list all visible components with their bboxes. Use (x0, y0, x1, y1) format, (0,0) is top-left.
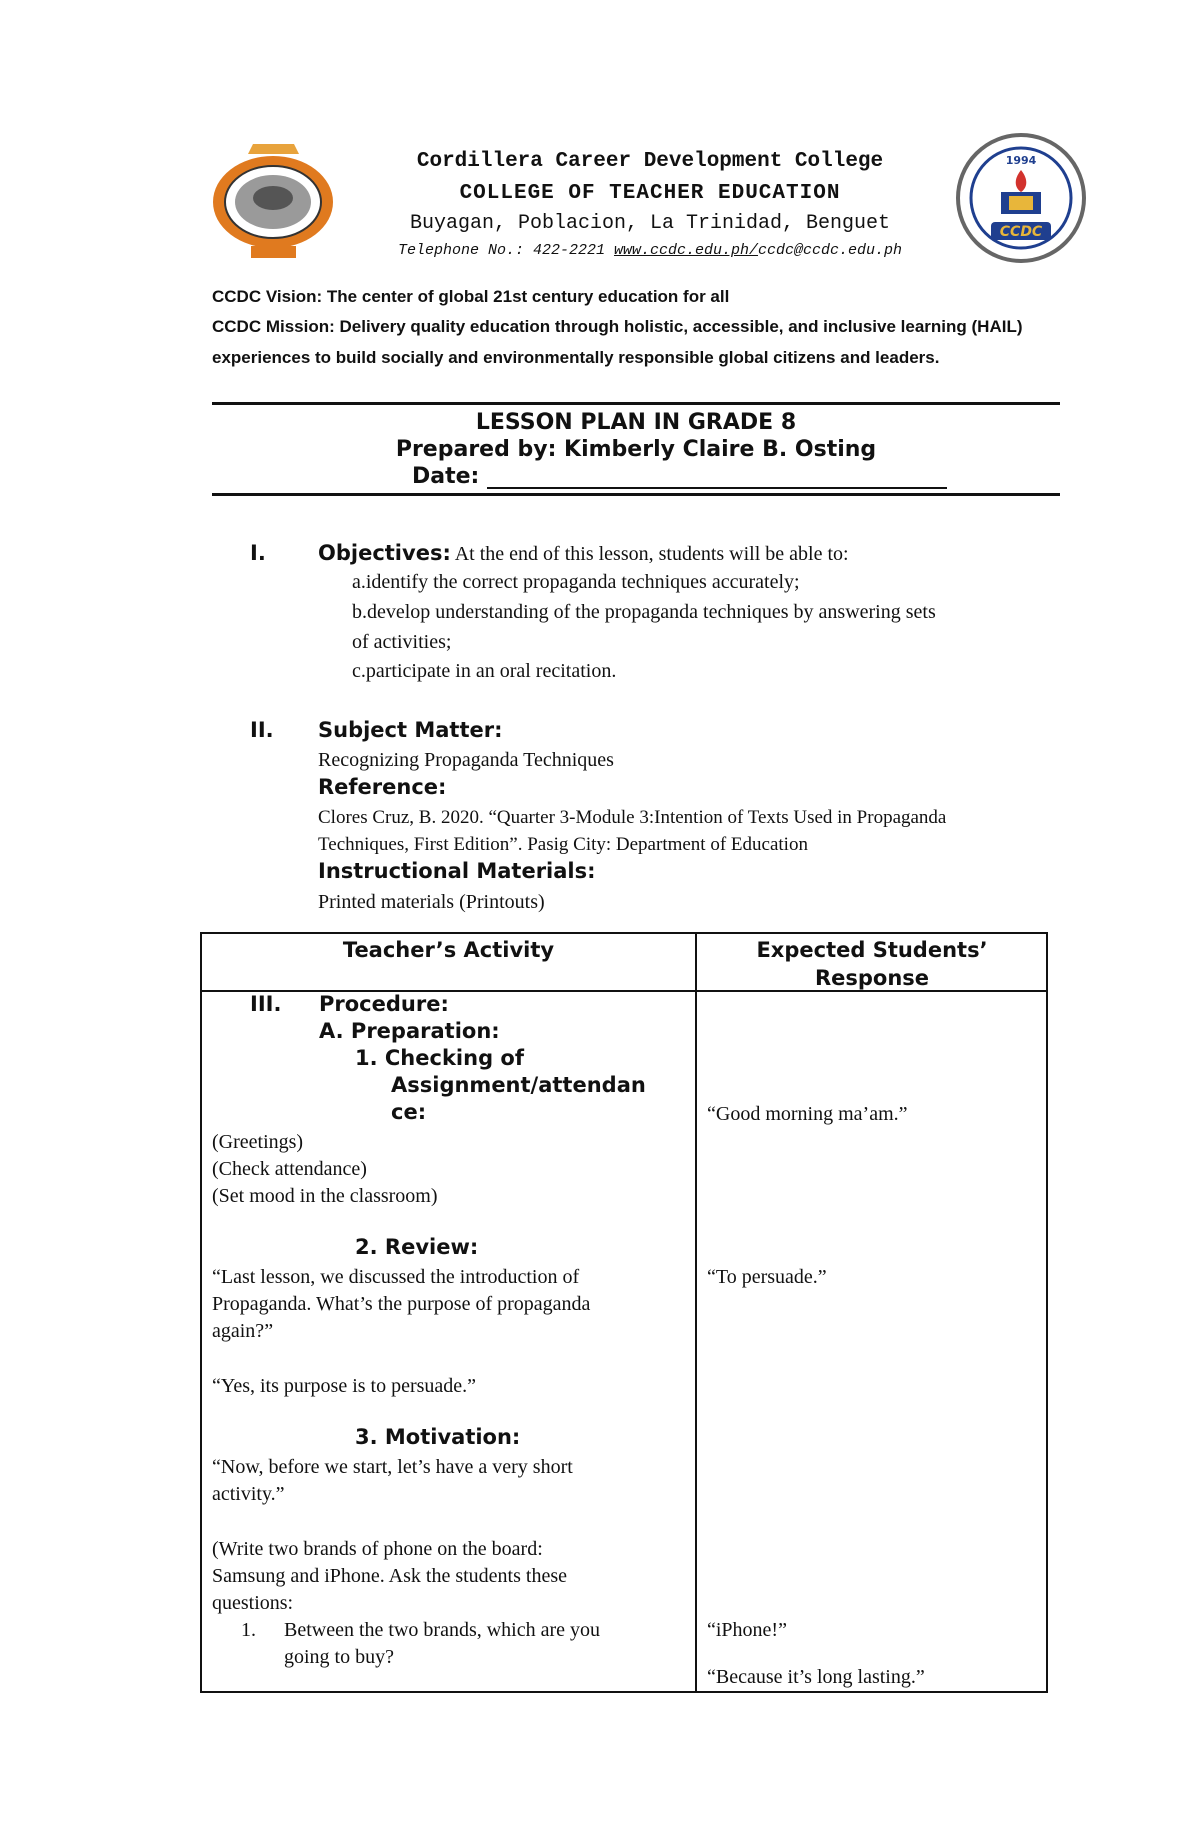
objective-b: b.develop understanding of the propaganda techniques by answering sets (352, 601, 936, 623)
procedure-table (200, 932, 1048, 1693)
response-iphone: “iPhone!” (707, 1619, 787, 1641)
question-1-line-1: Between the two brands, which are you (284, 1619, 601, 1641)
student-response-header-line2: Response (814, 966, 930, 990)
question-1-number: 1. (241, 1619, 256, 1641)
materials-heading: Instructional Materials: (318, 859, 596, 883)
motivation-line-2: activity.” (212, 1483, 285, 1505)
section-numeral-subject: II. (250, 718, 274, 742)
date-blank-line (487, 465, 947, 489)
reference-heading: Reference: (318, 775, 447, 799)
step1-heading-line3: ce: (391, 1100, 427, 1124)
review-line-3: again?” (212, 1320, 274, 1342)
college-address: Buyagan, Poblacion, La Trinidad, Benguet (409, 212, 891, 235)
department-name: COLLEGE OF TEACHER EDUCATION (459, 182, 841, 205)
objectives-heading: Objectives: (318, 541, 451, 565)
instruction-line-1: (Write two brands of phone on the board: (212, 1538, 543, 1560)
procedure-heading: Procedure: (319, 992, 449, 1016)
vision-statement: CCDC Vision: The center of global 21st century education for all (212, 287, 730, 306)
objective-b-continued: of activities; (352, 631, 452, 653)
top-divider (212, 402, 1060, 405)
response-long-lasting: “Because it’s long lasting.” (707, 1666, 925, 1688)
materials-text: Printed materials (Printouts) (318, 891, 545, 913)
student-response-header-line1: Expected Students’ (756, 938, 988, 962)
date-field (412, 464, 947, 489)
instruction-line-2: Samsung and iPhone. Ask the students these (212, 1565, 567, 1587)
motivation-heading: 3. Motivation: (355, 1425, 521, 1449)
objectives-heading-line (318, 541, 849, 566)
prepared-by: Prepared by: Kimberly Claire B. Osting (395, 437, 877, 462)
column-divider (695, 934, 697, 1691)
response-to-persuade: “To persuade.” (707, 1266, 827, 1288)
step1-heading-line2: Assignment/attendan (391, 1073, 646, 1097)
procedure-numeral: III. (250, 992, 282, 1016)
mission-statement: CCDC Mission: Delivery quality education through holistic, accessible, and inclusive learning (HAIL) experiences to build socially and environmentally responsible global citizens and leaders. (212, 317, 1023, 367)
response-good-morning: “Good morning ma’am.” (707, 1103, 908, 1125)
set-mood-text: (Set mood in the classroom) (212, 1185, 438, 1207)
instruction-line-3: questions: (212, 1592, 294, 1614)
teacher-activity-header: Teacher’s Activity (342, 938, 555, 962)
greetings-text: (Greetings) (212, 1131, 304, 1153)
seal-abbreviation: CCDC (999, 224, 1043, 240)
website-link[interactable]: www.ccdc.edu.ph/ (613, 242, 759, 259)
college-of-teacher-education-seal (955, 130, 1087, 270)
contact-line (340, 242, 960, 259)
date-label: Date: (412, 464, 488, 489)
ccdc-seal-logo (211, 140, 336, 262)
subject-matter-heading: Subject Matter: (318, 718, 503, 742)
review-line-2: Propaganda. What’s the purpose of propaganda (212, 1293, 591, 1315)
motivation-line-1: “Now, before we start, let’s have a very short (212, 1456, 573, 1478)
college-name: Cordillera Career Development College (416, 150, 884, 173)
review-heading: 2. Review: (355, 1235, 479, 1259)
reference-line-2: Techniques, First Edition”. Pasig City: Department of Education (318, 834, 808, 855)
review-line-1: “Last lesson, we discussed the introduction of (212, 1266, 580, 1288)
seal-year: 1994 (1005, 154, 1037, 167)
step1-heading-line1: 1. Checking of (355, 1046, 524, 1070)
check-attendance-text: (Check attendance) (212, 1158, 367, 1180)
objective-a: a.identify the correct propaganda techniques accurately; (352, 571, 800, 593)
title-divider (212, 493, 1060, 496)
preparation-heading: A. Preparation: (319, 1019, 500, 1043)
objective-c: c.participate in an oral recitation. (352, 660, 617, 682)
subject-topic: Recognizing Propaganda Techniques (318, 749, 614, 771)
lesson-plan-title: LESSON PLAN IN GRADE 8 (475, 410, 797, 435)
email-text: ccdc@ccdc.edu.ph (758, 242, 903, 259)
review-answer: “Yes, its purpose is to persuade.” (212, 1375, 477, 1397)
telephone-text: Telephone No.: 422-2221 (397, 242, 614, 259)
objectives-intro: At the end of this lesson, students will be able to: (450, 543, 849, 565)
reference-line-1: Clores Cruz, B. 2020. “Quarter 3-Module 3:Intention of Texts Used in Propaganda (318, 807, 947, 828)
section-numeral-objectives: I. (250, 541, 266, 565)
student-response-header (697, 936, 1047, 992)
question-1-line-2: going to buy? (284, 1646, 394, 1668)
